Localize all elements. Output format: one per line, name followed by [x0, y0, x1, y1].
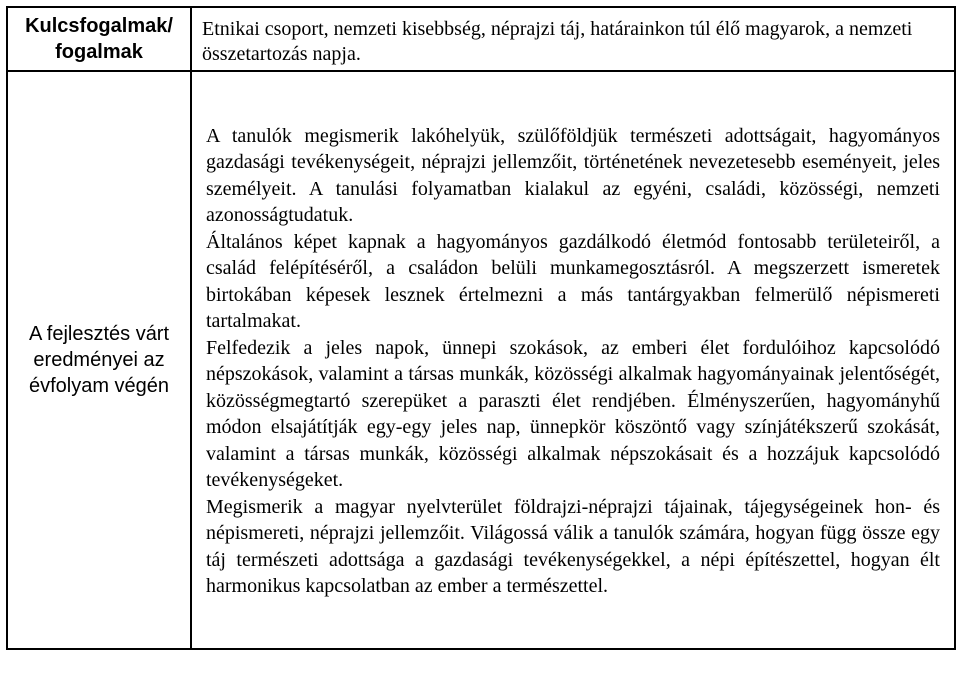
- key-concepts-row: [7, 7, 955, 71]
- outcomes-paragraph-2: Általános képet kapnak a hagyományos gazdálkodó életmód fontosabb területeiről, a család felépítéséről, a családon belüli munkamegosztásról. A megszerzett ismeretek birtokában képesek lesznek értelmezni a más tantárgyakban felmerülő népismereti tartalmakat.: [206, 230, 940, 332]
- outcomes-paragraph-4: Megismerik a magyar nyelvterület földrajzi-néprajzi tájainak, tájegységeinek hon- és népismereti, néprajzi jellemzőit. Világossá válik a tanulók számára, hogyan függ össze egy táj természeti adottsága a gazdasági tevékenységekkel, a népi építészettel, hogyan élt harmonikus kapcsolatban az ember a természettel.: [206, 495, 940, 597]
- outcomes-paragraph-1: A tanulók megismerik lakóhelyük, szülőföldjük természeti adottságait, hagyományos gazdasági tevékenységeit, néprajzi jellemzőit, történetének nevezetesebb eseményeit, jeles személyeit. A tanulási folyamatban kialakul az egyéni, családi, közösségi, nemzeti azonosságtudatuk.: [206, 124, 940, 226]
- expected-outcomes-text: [191, 71, 955, 649]
- outcomes-paragraph-3: Felfedezik a jeles napok, ünnepi szokások, az emberi élet fordulóihoz kapcsolódó népszokások, valamint a társas munkák, közösségi alkalmak hagyományainak jelentőségét, közösségmegtartó szerepüket a paraszti élet rendjében. Élményszerűen, hagyományhű módon elsajátítják egy-egy jeles nap, ünnepkör köszöntő vagy színjátékszerű szokását, valamint a társas munkák, közösségi alkalmak népszokásait és a hozzájuk kapcsolódó tevékenységeket.: [206, 336, 940, 491]
- key-concepts-label: Kulcsfogalmak/ fogalmak: [7, 7, 191, 71]
- expected-outcomes-label: A fejlesztés várt eredményei az évfolyam végén: [7, 71, 191, 649]
- curriculum-table: [6, 6, 956, 650]
- expected-outcomes-row: [7, 71, 955, 649]
- key-concepts-text: Etnikai csoport, nemzeti kisebbség, néprajzi táj, határainkon túl élő magyarok, a nemzeti összetartozás napja.: [191, 7, 955, 71]
